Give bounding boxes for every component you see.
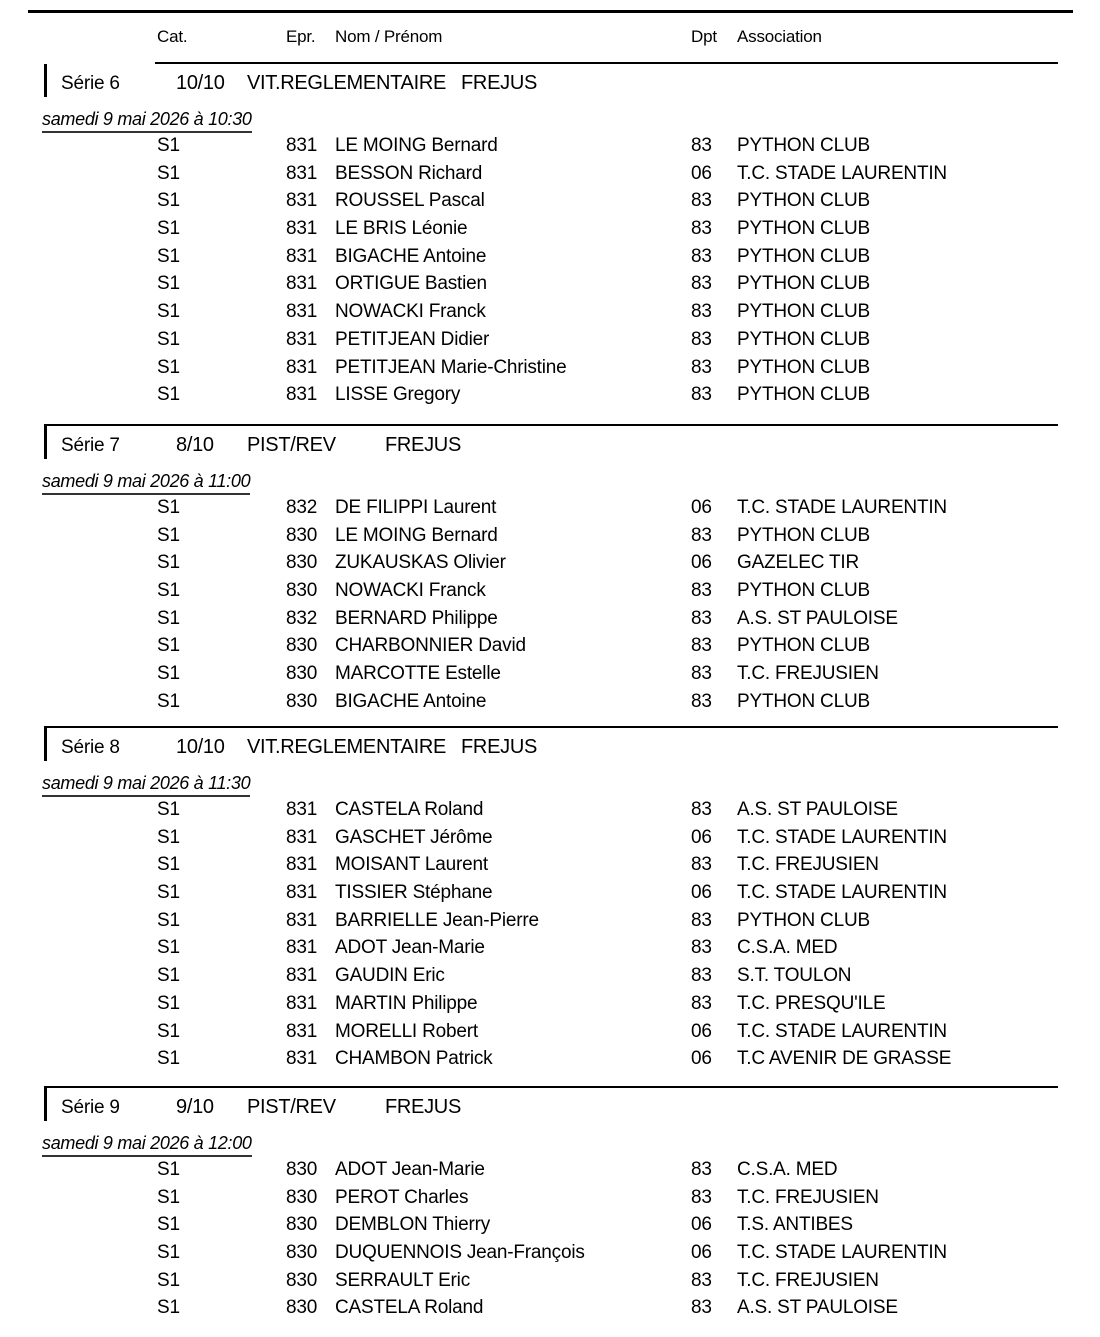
serie-datetime: samedi 9 mai 2026 à 12:00	[42, 1133, 252, 1157]
serie-discipline: VIT.REGLEMENTAIRE	[247, 72, 447, 94]
entry-association: PYTHON CLUB	[737, 690, 870, 712]
entry-association: T.C. STADE LAURENTIN	[737, 1020, 947, 1042]
entry-name: BIGACHE Antoine	[335, 690, 487, 712]
entry-dpt: 83	[691, 524, 712, 546]
entry-name: CHARBONNIER David	[335, 635, 526, 657]
entry-row	[0, 270, 1100, 298]
entry-association: PYTHON CLUB	[737, 190, 870, 212]
entry-association: PYTHON CLUB	[737, 909, 870, 931]
entry-cat: S1	[157, 826, 180, 848]
entry-dpt: 06	[691, 882, 712, 904]
entry-name: NOWACKI Franck	[335, 580, 486, 602]
entry-row	[0, 907, 1100, 935]
entry-association: PYTHON CLUB	[737, 356, 870, 378]
entry-cat: S1	[157, 497, 180, 518]
entry-association: A.S. ST PAULOISE	[737, 607, 898, 629]
entry-epr: 831	[286, 384, 318, 406]
entry-cat: S1	[157, 218, 180, 240]
entry-name: CASTELA Roland	[335, 1297, 484, 1319]
entry-epr: 832	[286, 497, 318, 518]
entry-name: MARCOTTE Estelle	[335, 663, 501, 685]
entry-association: T.C. STADE LAURENTIN	[737, 162, 947, 184]
serie-left-tick	[44, 728, 47, 761]
entry-row	[0, 851, 1100, 879]
entry-association: A.S. ST PAULOISE	[737, 1297, 898, 1319]
entry-association: PYTHON CLUB	[737, 245, 870, 267]
entry-association: T.C. FREJUSIEN	[737, 663, 879, 685]
entry-epr: 831	[286, 245, 318, 267]
entry-row	[0, 660, 1100, 688]
entry-name: DE FILIPPI Laurent	[335, 497, 497, 518]
entry-association: C.S.A. MED	[737, 1159, 838, 1180]
entry-epr: 832	[286, 607, 318, 629]
entry-dpt: 83	[691, 384, 712, 406]
entry-epr: 830	[286, 690, 318, 712]
entry-row	[0, 577, 1100, 605]
entry-name: BARRIELLE Jean-Pierre	[335, 909, 539, 931]
entry-cat: S1	[157, 909, 180, 931]
entry-row	[0, 1018, 1100, 1046]
entry-dpt: 83	[691, 937, 712, 959]
entry-dpt: 83	[691, 301, 712, 323]
entry-epr: 831	[286, 328, 318, 350]
serie-entry-count: 10/10	[176, 72, 225, 94]
serie-datetime: samedi 9 mai 2026 à 10:30	[42, 109, 252, 133]
entry-dpt: 83	[691, 1186, 712, 1208]
entry-association: T.C AVENIR DE GRASSE	[737, 1048, 952, 1070]
entry-row	[0, 354, 1100, 382]
entry-cat: S1	[157, 1020, 180, 1042]
entry-cat: S1	[157, 1186, 180, 1208]
entry-row	[0, 187, 1100, 215]
entry-cat: S1	[157, 190, 180, 212]
serie-rows	[0, 132, 1100, 409]
entry-epr: 831	[286, 301, 318, 323]
entry-cat: S1	[157, 1159, 180, 1180]
entry-association: PYTHON CLUB	[737, 635, 870, 657]
entry-row	[0, 298, 1100, 326]
entry-association: C.S.A. MED	[737, 937, 838, 959]
entry-row	[0, 326, 1100, 354]
entry-dpt: 83	[691, 799, 712, 820]
serie-discipline: PIST/REV	[247, 1096, 336, 1118]
serie-label: Série 7	[61, 435, 120, 456]
entry-epr: 830	[286, 1242, 318, 1264]
serie-divider-rule	[44, 726, 1058, 728]
entry-epr: 831	[286, 882, 318, 904]
entry-name: PETITJEAN Didier	[335, 328, 490, 350]
entry-cat: S1	[157, 301, 180, 323]
entry-dpt: 83	[691, 218, 712, 240]
entry-cat: S1	[157, 328, 180, 350]
entry-row	[0, 132, 1100, 160]
entry-dpt: 06	[691, 1048, 712, 1070]
entry-row	[0, 879, 1100, 907]
entry-dpt: 06	[691, 826, 712, 848]
entry-row	[0, 688, 1100, 716]
entry-cat: S1	[157, 1297, 180, 1319]
entry-name: GASCHET Jérôme	[335, 826, 493, 848]
column-header-cat: Cat.	[157, 27, 188, 46]
entry-dpt: 83	[691, 663, 712, 685]
entry-name: ADOT Jean-Marie	[335, 1159, 485, 1180]
entry-dpt: 06	[691, 162, 712, 184]
entry-epr: 831	[286, 799, 318, 820]
entry-name: LISSE Gregory	[335, 384, 461, 406]
serie-discipline: PIST/REV	[247, 434, 336, 456]
serie-location: FREJUS	[385, 434, 461, 456]
entry-dpt: 83	[691, 245, 712, 267]
serie-entry-count: 8/10	[176, 434, 214, 456]
column-header-dpt: Dpt	[691, 27, 717, 46]
entry-association: T.C. FREJUSIEN	[737, 1269, 879, 1291]
entry-epr: 830	[286, 1214, 318, 1236]
entry-association: T.C. PRESQU'ILE	[737, 992, 886, 1014]
entry-cat: S1	[157, 384, 180, 406]
entry-row	[0, 1211, 1100, 1239]
column-header-epr: Epr.	[286, 27, 316, 46]
entry-cat: S1	[157, 580, 180, 602]
entry-row	[0, 381, 1100, 409]
entry-association: T.C. STADE LAURENTIN	[737, 497, 947, 518]
entry-name: LE MOING Bernard	[335, 135, 498, 156]
entry-epr: 830	[286, 1269, 318, 1291]
entry-name: DUQUENNOIS Jean-François	[335, 1242, 585, 1264]
entry-dpt: 83	[691, 607, 712, 629]
entry-row	[0, 962, 1100, 990]
entry-cat: S1	[157, 1242, 180, 1264]
entry-association: PYTHON CLUB	[737, 524, 870, 546]
entry-epr: 831	[286, 965, 318, 987]
entry-dpt: 06	[691, 552, 712, 574]
entry-row	[0, 1184, 1100, 1212]
entry-row	[0, 522, 1100, 550]
entry-association: T.C. STADE LAURENTIN	[737, 1242, 947, 1264]
page-top-rule	[28, 10, 1073, 13]
entry-cat: S1	[157, 524, 180, 546]
entry-cat: S1	[157, 245, 180, 267]
entry-association: T.C. FREJUSIEN	[737, 854, 879, 876]
entry-association: PYTHON CLUB	[737, 273, 870, 295]
entry-cat: S1	[157, 663, 180, 685]
entry-dpt: 83	[691, 1297, 712, 1319]
entry-row	[0, 796, 1100, 824]
entry-row	[0, 990, 1100, 1018]
entry-cat: S1	[157, 799, 180, 820]
serie-divider-rule	[44, 424, 1058, 426]
entry-dpt: 83	[691, 909, 712, 931]
entry-cat: S1	[157, 356, 180, 378]
entry-name: SERRAULT Eric	[335, 1269, 471, 1291]
entry-epr: 831	[286, 1020, 318, 1042]
entry-association: S.T. TOULON	[737, 965, 852, 987]
serie-location: FREJUS	[385, 1096, 461, 1118]
entry-cat: S1	[157, 1269, 180, 1291]
serie-event-line	[176, 72, 537, 95]
entry-row	[0, 1267, 1100, 1295]
entry-name: MARTIN Philippe	[335, 992, 478, 1014]
entry-epr: 831	[286, 273, 318, 295]
entry-row	[0, 1045, 1100, 1073]
entry-epr: 831	[286, 854, 318, 876]
entry-epr: 831	[286, 162, 318, 184]
entry-name: BIGACHE Antoine	[335, 245, 487, 267]
entry-dpt: 83	[691, 1159, 712, 1180]
entry-dpt: 83	[691, 273, 712, 295]
entry-association: GAZELEC TIR	[737, 552, 860, 574]
entry-epr: 830	[286, 552, 318, 574]
entry-name: MOISANT Laurent	[335, 854, 488, 876]
entry-epr: 831	[286, 937, 318, 959]
entry-name: GAUDIN Eric	[335, 965, 445, 987]
entry-name: DEMBLON Thierry	[335, 1214, 491, 1236]
entry-epr: 830	[286, 663, 318, 685]
serie-label: Série 6	[61, 73, 120, 94]
serie-rows	[0, 1156, 1100, 1322]
entry-epr: 831	[286, 992, 318, 1014]
entry-association: T.C. FREJUSIEN	[737, 1186, 879, 1208]
entry-association: PYTHON CLUB	[737, 218, 870, 240]
entry-dpt: 83	[691, 190, 712, 212]
entry-name: LE MOING Bernard	[335, 524, 498, 546]
entry-name: ROUSSEL Pascal	[335, 190, 485, 212]
entry-cat: S1	[157, 162, 180, 184]
entry-association: PYTHON CLUB	[737, 301, 870, 323]
entry-row	[0, 1239, 1100, 1267]
entry-epr: 831	[286, 1048, 318, 1070]
entry-cat: S1	[157, 937, 180, 959]
serie-label: Série 9	[61, 1097, 120, 1118]
entry-dpt: 83	[691, 690, 712, 712]
entry-dpt: 83	[691, 635, 712, 657]
entry-name: PEROT Charles	[335, 1186, 469, 1208]
entry-epr: 831	[286, 190, 318, 212]
entry-dpt: 06	[691, 1242, 712, 1264]
entry-name: CHAMBON Patrick	[335, 1048, 493, 1070]
entry-row	[0, 1294, 1100, 1322]
entry-dpt: 83	[691, 854, 712, 876]
entry-name: ADOT Jean-Marie	[335, 937, 485, 959]
serie-left-tick	[44, 64, 47, 97]
column-header-association: Association	[737, 27, 822, 46]
entry-row	[0, 632, 1100, 660]
entry-association: PYTHON CLUB	[737, 328, 870, 350]
entry-row	[0, 160, 1100, 188]
entry-association: PYTHON CLUB	[737, 135, 870, 156]
entry-cat: S1	[157, 882, 180, 904]
entry-row	[0, 934, 1100, 962]
entry-cat: S1	[157, 607, 180, 629]
entry-dpt: 06	[691, 1214, 712, 1236]
serie-location: FREJUS	[461, 72, 537, 94]
serie-entry-count: 10/10	[176, 736, 225, 758]
entry-association: A.S. ST PAULOISE	[737, 799, 898, 820]
entry-dpt: 83	[691, 135, 712, 156]
entry-epr: 831	[286, 218, 318, 240]
entry-epr: 831	[286, 826, 318, 848]
serie-location: FREJUS	[461, 736, 537, 758]
entry-dpt: 83	[691, 965, 712, 987]
entry-cat: S1	[157, 635, 180, 657]
serie-divider-rule	[44, 1086, 1058, 1088]
entry-epr: 831	[286, 356, 318, 378]
entry-epr: 830	[286, 524, 318, 546]
serie-discipline: VIT.REGLEMENTAIRE	[247, 736, 447, 758]
entry-cat: S1	[157, 135, 180, 156]
entry-cat: S1	[157, 854, 180, 876]
serie-rows	[0, 494, 1100, 716]
entry-dpt: 83	[691, 328, 712, 350]
entry-row	[0, 494, 1100, 522]
entry-epr: 830	[286, 635, 318, 657]
entry-association: PYTHON CLUB	[737, 580, 870, 602]
entry-cat: S1	[157, 690, 180, 712]
entry-dpt: 83	[691, 992, 712, 1014]
serie-left-tick	[44, 1088, 47, 1121]
entry-name: CASTELA Roland	[335, 799, 484, 820]
serie-datetime: samedi 9 mai 2026 à 11:30	[42, 773, 250, 797]
entry-name: PETITJEAN Marie-Christine	[335, 356, 567, 378]
entry-dpt: 06	[691, 497, 712, 518]
entry-cat: S1	[157, 1048, 180, 1070]
entry-name: TISSIER Stéphane	[335, 882, 493, 904]
entry-dpt: 83	[691, 1269, 712, 1291]
serie-rows	[0, 796, 1100, 1073]
entry-row	[0, 549, 1100, 577]
entry-cat: S1	[157, 273, 180, 295]
serie-divider-rule	[155, 62, 1058, 64]
entry-name: NOWACKI Franck	[335, 301, 486, 323]
entry-epr: 830	[286, 1186, 318, 1208]
entry-row	[0, 215, 1100, 243]
serie-event-line	[176, 1096, 461, 1119]
entry-association: PYTHON CLUB	[737, 384, 870, 406]
entry-name: ORTIGUE Bastien	[335, 273, 487, 295]
serie-datetime: samedi 9 mai 2026 à 11:00	[42, 471, 250, 495]
entry-name: ZUKAUSKAS Olivier	[335, 552, 506, 574]
entry-association: T.S. ANTIBES	[737, 1214, 853, 1236]
serie-left-tick	[44, 426, 47, 459]
entry-name: BERNARD Philippe	[335, 607, 498, 629]
entry-epr: 830	[286, 1159, 318, 1180]
entry-row	[0, 605, 1100, 633]
entry-epr: 831	[286, 135, 318, 156]
column-header-name: Nom / Prénom	[335, 27, 443, 46]
entry-epr: 831	[286, 909, 318, 931]
entry-cat: S1	[157, 552, 180, 574]
entry-row	[0, 1156, 1100, 1184]
entry-cat: S1	[157, 965, 180, 987]
entry-name: LE BRIS Léonie	[335, 218, 468, 240]
entry-cat: S1	[157, 1214, 180, 1236]
entry-association: T.C. STADE LAURENTIN	[737, 826, 947, 848]
serie-event-line	[176, 736, 537, 759]
entry-row	[0, 824, 1100, 852]
entry-association: T.C. STADE LAURENTIN	[737, 882, 947, 904]
serie-event-line	[176, 434, 461, 457]
entry-dpt: 83	[691, 580, 712, 602]
entry-name: MORELLI Robert	[335, 1020, 478, 1042]
entry-row	[0, 243, 1100, 271]
entry-epr: 830	[286, 1297, 318, 1319]
serie-entry-count: 9/10	[176, 1096, 214, 1118]
entry-cat: S1	[157, 992, 180, 1014]
serie-label: Série 8	[61, 737, 120, 758]
entry-epr: 830	[286, 580, 318, 602]
entry-dpt: 06	[691, 1020, 712, 1042]
entry-dpt: 83	[691, 356, 712, 378]
entry-name: BESSON Richard	[335, 162, 483, 184]
